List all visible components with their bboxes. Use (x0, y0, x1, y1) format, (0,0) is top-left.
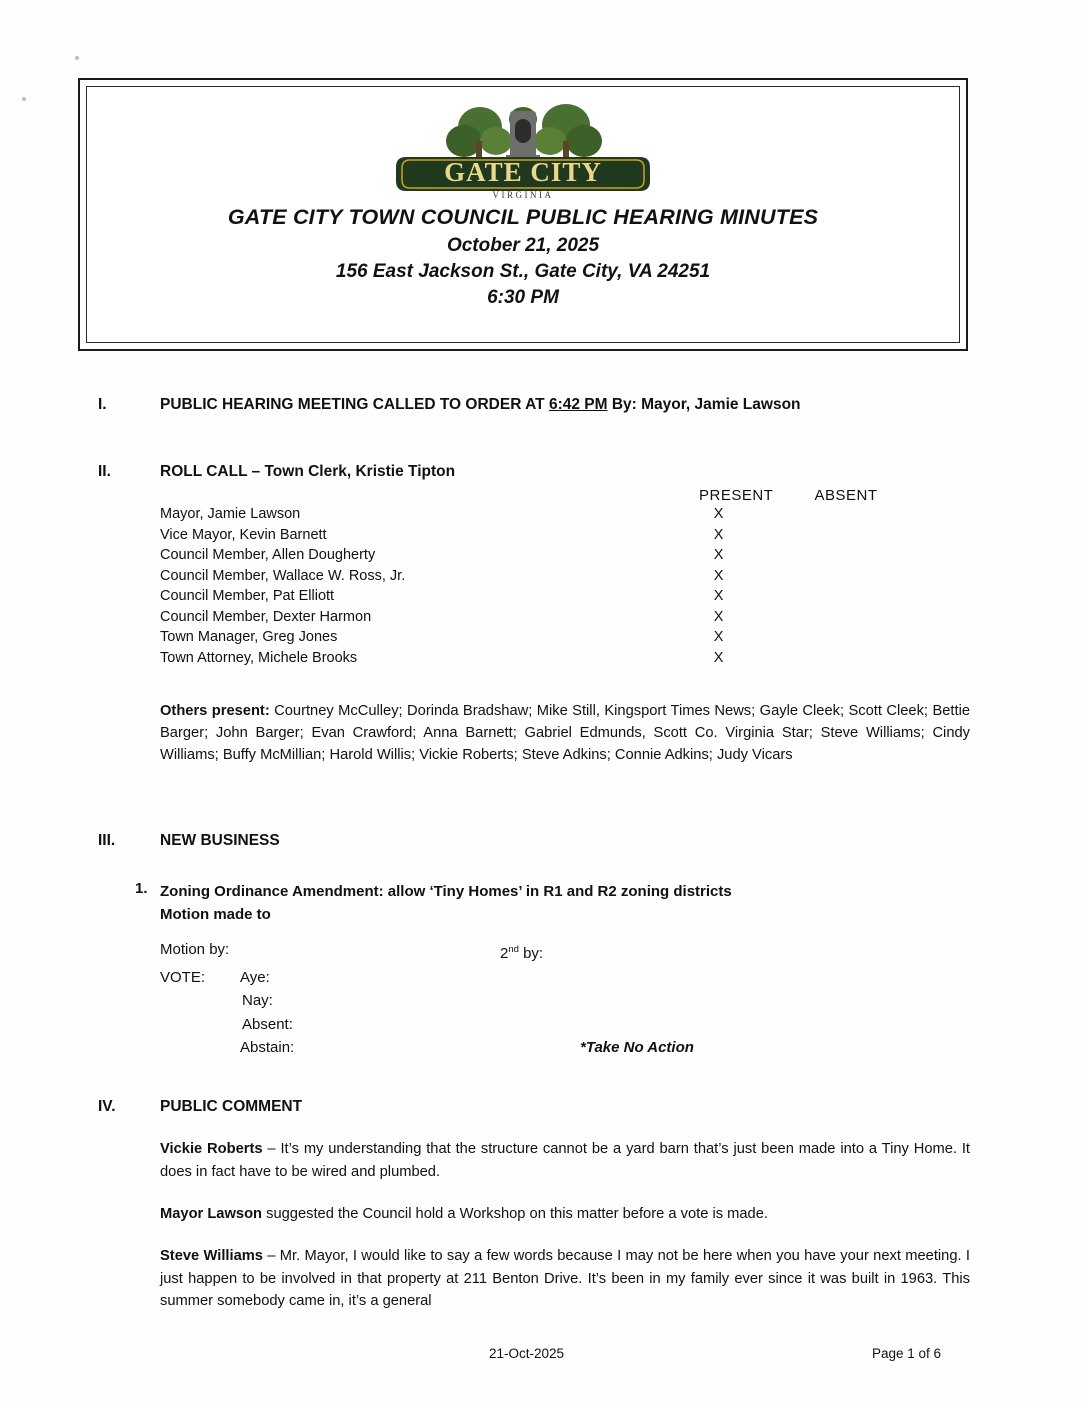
attendee-absent-mark (822, 545, 930, 566)
vote-abstain-label: Abstain: (240, 1039, 295, 1056)
vote-row (160, 966, 940, 990)
header-text-lines (87, 205, 959, 309)
new-business-item (160, 880, 920, 926)
attendee-present-mark: X (713, 506, 724, 522)
others-present-label: Others present: (160, 703, 270, 719)
scan-artifact (22, 97, 26, 101)
attendee-present-mark: X (713, 526, 724, 543)
new-business-item-subtitle: Motion made to (160, 906, 271, 923)
new-business-item-number: 1. (135, 880, 148, 897)
attendee-present-mark: X (713, 649, 724, 666)
section-heading-public-comment: PUBLIC COMMENT (160, 1098, 303, 1115)
header-inner-border (86, 86, 960, 343)
motion-block (160, 938, 940, 1060)
comment-speaker: Mayor Lawson (160, 1206, 263, 1222)
attendee-absent-mark (822, 627, 930, 648)
attendee-name: Council Member, Dexter Harmon (160, 608, 372, 625)
attendee-present-mark: X (713, 588, 724, 604)
public-comment-entry (160, 1245, 970, 1313)
attendee-name: Vice Mayor, Kevin Barnett (160, 526, 327, 543)
second-by-text: by: (518, 945, 544, 962)
table-row (160, 607, 930, 628)
vote-aye-label: Aye: (240, 968, 270, 986)
meeting-date: October 21, 2025 (446, 235, 600, 256)
comment-speaker: Vickie Roberts (160, 1141, 263, 1157)
attendee-name: Council Member, Pat Elliott (160, 588, 335, 604)
column-header-present: PRESENT (699, 487, 774, 504)
meeting-time: 6:30 PM (487, 287, 559, 308)
table-row (160, 586, 930, 607)
vote-absent-label: Absent: (242, 1015, 293, 1033)
vote-abstain-row (160, 1036, 940, 1060)
section-heading-roll-call: ROLL CALL – Town Clerk, Kristie Tipton (160, 463, 456, 480)
table-row (160, 525, 930, 546)
others-present-names: Courtney McCulley; Dorinda Bradshaw; Mike Still, Kingsport Times News; Gayle Cleek; Scott Cleek; Bettie Barger; John Barger; Evan Crawford; Anna Barnett; Gabriel Edmunds, Scott Co. Virginia Star; Steve Williams; Cindy Williams; Buffy McMillian; Harold Willis; Vickie Roberts; Steve Adkins; Connie Adkins; Judy Vicars (160, 703, 970, 763)
comment-text: – Mr. Mayor, I would like to say a few words because I may not be here when you have your next meeting. I just happen to be involved in that property at 211 Benton Drive. It’s been in my family ever since it was built in 1963. This summer somebody came in, it’s a general (160, 1248, 970, 1309)
attendee-present-mark: X (713, 629, 724, 645)
called-to-order-suffix: By: Mayor, Jamie Lawson (607, 396, 801, 413)
table-row (160, 504, 930, 525)
section-numeral-ii: II. (98, 463, 111, 480)
scan-artifact (75, 56, 79, 60)
svg-text:VIRGINIA: VIRGINIA (492, 190, 554, 200)
section-heading-new-business: NEW BUSINESS (160, 832, 280, 849)
table-row (160, 648, 930, 669)
attendee-present-mark: X (713, 567, 724, 584)
footer-page-number: Page 1 of 6 (872, 1346, 942, 1361)
called-to-order-time: 6:42 PM (548, 396, 608, 413)
table-row (160, 545, 930, 566)
second-by-number: 2 (500, 945, 509, 962)
attendee-absent-mark (822, 586, 930, 607)
attendee-present-mark: X (713, 608, 724, 625)
gate-city-logo-icon (388, 97, 658, 201)
roll-call-table (160, 487, 930, 668)
column-header-absent: ABSENT (814, 487, 878, 504)
logo-wrap (87, 95, 959, 203)
attendee-absent-mark (822, 504, 930, 525)
section-numeral-i: I. (98, 396, 107, 413)
second-by-ordinal: nd (508, 944, 519, 955)
section-numeral-iv: IV. (98, 1098, 116, 1115)
take-no-action-note: *Take No Action (580, 1039, 694, 1056)
motion-by-label: Motion by: (160, 941, 230, 958)
attendee-absent-mark (822, 525, 930, 546)
comment-text: suggested the Council hold a Workshop on this matter before a vote is made. (262, 1206, 768, 1222)
table-row (160, 566, 930, 587)
attendee-present-mark: X (713, 547, 724, 563)
section-heading-called-to-order (160, 396, 801, 414)
meeting-address: 156 East Jackson St., Gate City, VA 24251 (335, 261, 711, 282)
called-to-order-prefix: PUBLIC HEARING MEETING CALLED TO ORDER AT (160, 396, 549, 413)
attendee-name: Town Attorney, Michele Brooks (160, 649, 358, 666)
new-business-item-title: Zoning Ordinance Amendment: allow ‘Tiny Homes’ in R1 and R2 zoning districts (160, 883, 732, 900)
attendee-name: Council Member, Wallace W. Ross, Jr. (160, 567, 406, 584)
attendee-name: Council Member, Allen Dougherty (160, 547, 376, 563)
vote-nay-label: Nay: (242, 992, 273, 1009)
attendee-name: Town Manager, Greg Jones (160, 629, 338, 645)
public-comment-entry (160, 1138, 970, 1183)
attendee-absent-mark (822, 607, 930, 628)
others-present-paragraph (160, 700, 970, 766)
section-numeral-iii: III. (98, 832, 116, 849)
vote-label: VOTE: (160, 968, 206, 986)
svg-text:GATE CITY: GATE CITY (444, 157, 602, 187)
document-title: GATE CITY TOWN COUNCIL PUBLIC HEARING MINUTES (227, 205, 819, 229)
attendee-absent-mark (822, 566, 930, 587)
roll-call-header-row (160, 487, 930, 504)
comment-speaker: Steve Williams (160, 1248, 263, 1264)
attendee-absent-mark (822, 648, 930, 669)
footer-date: 21-Oct-2025 (489, 1346, 565, 1361)
header-box (78, 78, 968, 351)
attendee-name: Mayor, Jamie Lawson (160, 506, 301, 522)
table-row (160, 627, 930, 648)
motion-by-row (160, 938, 940, 966)
comment-text: – It’s my understanding that the structure cannot be a yard barn that’s just been made into a Tiny Home. It does in fact have to be wired and plumbed. (160, 1141, 970, 1180)
public-comment-entry (160, 1203, 970, 1226)
second-by-label (500, 938, 543, 966)
